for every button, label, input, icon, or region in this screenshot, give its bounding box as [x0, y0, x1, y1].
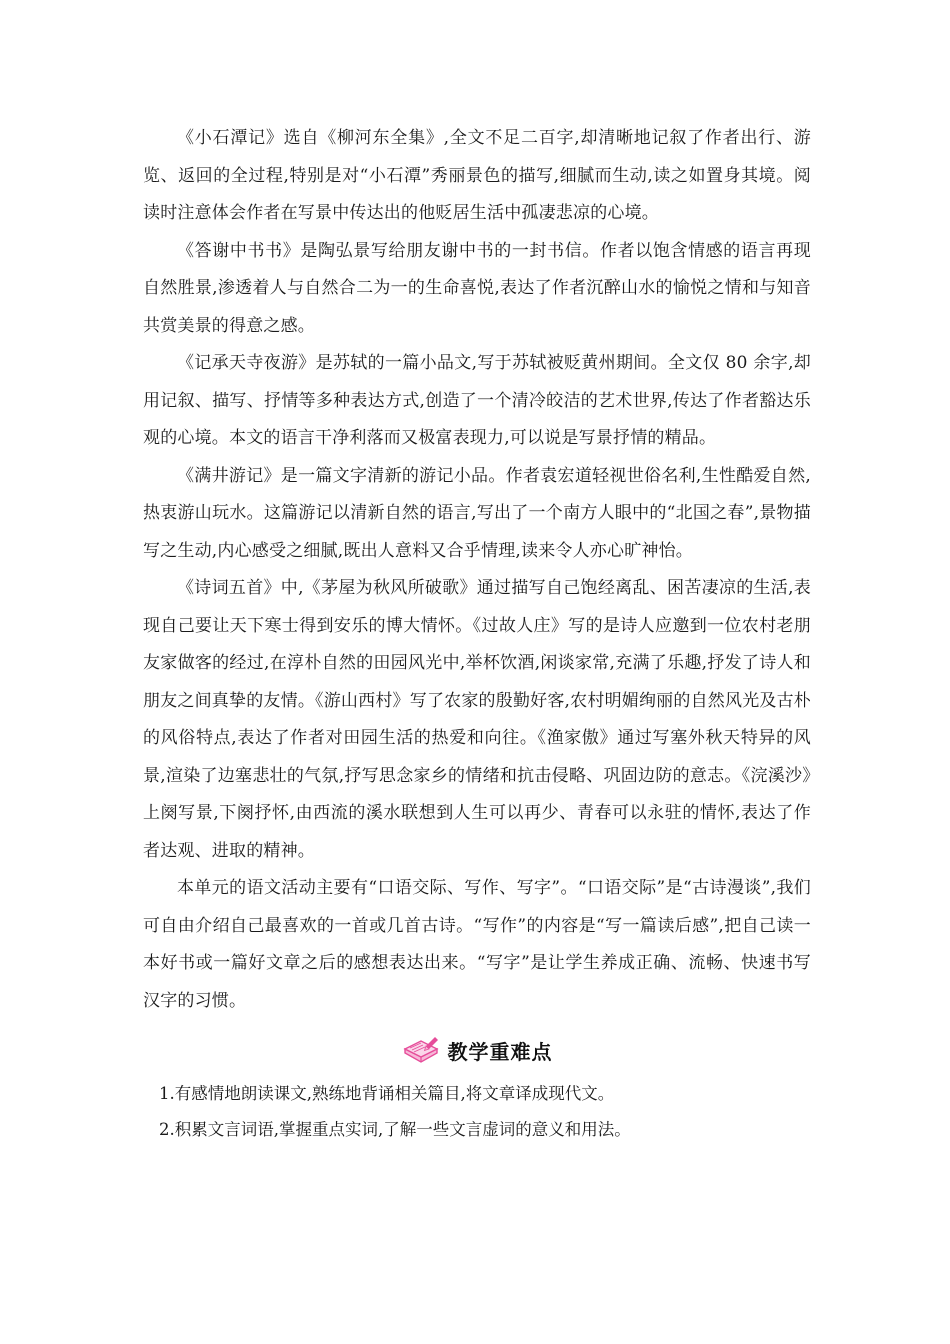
paragraph-jichengtiansi: 《记承天寺夜游》是苏轼的一篇小品文,写于苏轼被贬黄州期间。全文仅 80 余字,却用记叙、描写、抒情等多种表达方式,创造了一个清冷皎洁的艺术世界,传达了作者豁达乐观的心境。本文的语言干净利落而又极富表现力,可以说是写景抒情的精品。	[143, 353, 811, 448]
paragraph-shiciwushou: 《诗词五首》中,《茅屋为秋风所破歌》通过描写自己饱经离乱、困苦凄凉的生活,表现自己要让天下寒士得到安乐的博大情怀。《过故人庄》写的是诗人应邀到一位农村老朋友家做客的经过,在淳朴自然的田园风光中,举杯饮酒,闲谈家常,充满了乐趣,抒发了诗人和朋友之间真挚的友情。《游山西村》写了农家的殷勤好客,农村明媚绚丽的自然风光及古朴的风俗特点,表达了作者对田园生活的热爱和向往。《渔家傲》通过写塞外秋天特异的风景,渲染了边塞悲壮的气氛,抒写思念家乡的情绪和抗击侵略、巩固边防的意志。《浣溪沙》上阕写景,下阕抒怀,由西流的溪水联想到人生可以再少、青春可以永驻的情怀,表达了作者达观、进取的精神。	[143, 578, 811, 861]
document-page	[143, 120, 811, 1148]
list-item-2: 2.积累文言词语,掌握重点实词,了解一些文言虚词的意义和用法。	[159, 1120, 631, 1139]
paragraph-daxiezhongshushu: 《答谢中书书》是陶弘景写给朋友谢中书的一封书信。作者以饱含情感的语言再现自然胜景,渗透着人与自然合二为一的生命喜悦,表达了作者沉醉山水的愉悦之情和与知音共赏美景的得意之感。	[143, 240, 811, 336]
section-heading	[143, 1030, 811, 1070]
paragraph-manjingyouji: 《满井游记》是一篇文字清新的游记小品。作者袁宏道轻视世俗名利,生性酷爱自然,热衷游山玩水。这篇游记以清新自然的语言,写出了一个南方人眼中的“北国之春”,景物描写之生动,内心感受之细腻,既出人意料又合乎情理,读来令人亦心旷神怡。	[143, 465, 811, 561]
section-title: 教学重难点	[447, 1039, 553, 1064]
paragraph-yuwenhuodong: 本单元的语文活动主要有“口语交际、写作、写字”。“口语交际”是“古诗漫谈”,我们可自由介绍自己最喜欢的一首或几首古诗。“写作”的内容是“写一篇读后感”,把自己读一本好书或一篇好文章之后的感想表达出来。“写字”是让学生养成正确、流畅、快速书写汉字的习惯。	[143, 878, 811, 1011]
book-pencil-icon	[402, 1035, 440, 1065]
paragraph-xiaoshitanji: 《小石潭记》选自《柳河东全集》,全文不足二百字,却清晰地记叙了作者出行、游览、返回的全过程,特别是对“小石潭”秀丽景色的描写,细腻而生动,读之如置身其境。阅读时注意体会作者在写景中传达出的他贬居生活中孤凄悲凉的心境。	[143, 128, 811, 223]
list-item-1: 1.有感情地朗读课文,熟练地背诵相关篇目,将文章译成现代文。	[159, 1084, 615, 1103]
